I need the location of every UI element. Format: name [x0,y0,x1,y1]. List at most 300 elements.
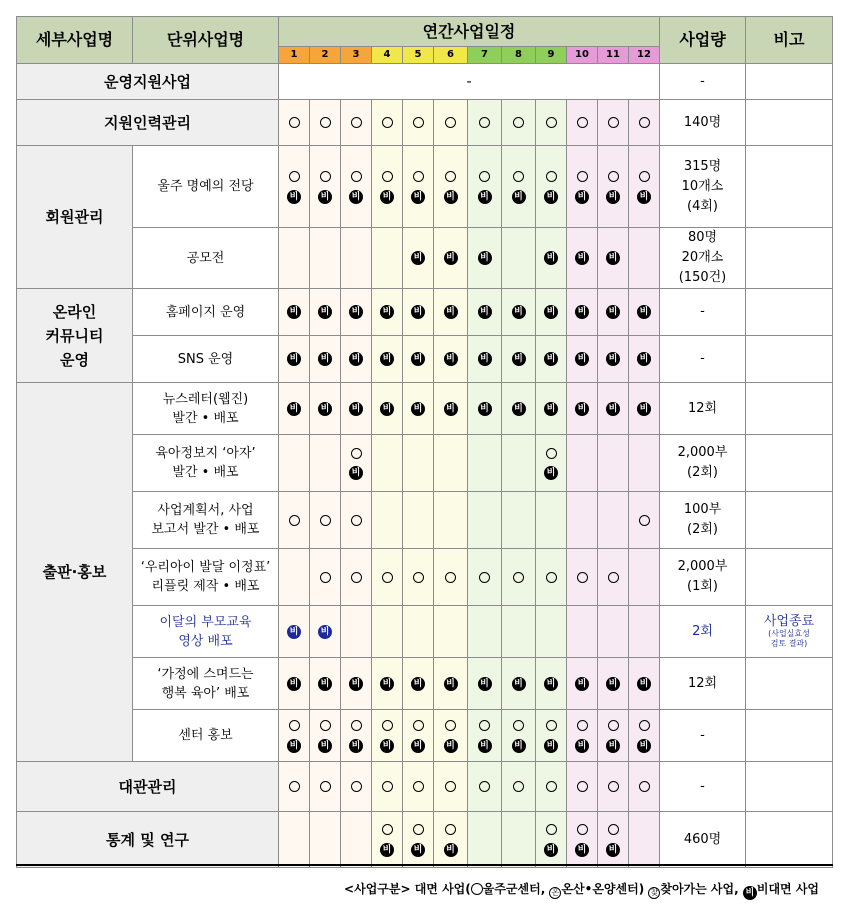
volume-cell: 12회 [660,383,746,435]
month-cell [629,606,660,658]
month-cell [279,289,310,336]
month-cell [434,710,468,762]
month-cell [341,658,372,710]
bi-badge-icon: 비 [544,190,558,204]
month-cell [468,100,502,146]
month-cell [629,492,660,549]
month-cell [502,762,536,812]
unit-name: ‘가정에 스며드는 행복 육아’ 배포 [133,658,279,710]
month-cell [598,100,629,146]
month-cell [502,146,536,228]
month-cell [434,435,468,492]
bi-badge-icon: 비 [512,677,526,691]
month-cell [310,549,341,606]
open-circle-icon [289,117,300,128]
open-circle-icon [546,117,557,128]
open-circle-icon [608,171,619,182]
bi-badge-icon: 비 [512,305,526,319]
bi-badge-icon: 비 [444,305,458,319]
note-cell [746,64,833,100]
month-cell [502,435,536,492]
table-row [17,64,833,100]
open-circle-icon [445,171,456,182]
bi-badge-icon: 비 [544,402,558,416]
volume-cell: - [660,762,746,812]
bi-badge-icon: 비 [606,402,620,416]
month-cell [502,383,536,435]
bi-badge-icon: 비 [349,190,363,204]
month-cell [567,228,598,289]
bi-badge-icon: 비 [318,402,332,416]
open-circle-icon [351,448,362,459]
unit-name: 이달의 부모교육 영상 배포 [133,606,279,658]
month-cell [372,289,403,336]
open-circle-icon [351,171,362,182]
month-cell [536,658,567,710]
note-main: 사업종료 [763,614,815,629]
month-cell [468,289,502,336]
month-cell [341,336,372,383]
month-cell [629,146,660,228]
month-cell [536,492,567,549]
visiting-circle-icon: 찾 [648,887,660,899]
note-cell [746,606,833,658]
month-header: 4 [372,47,403,64]
bi-badge-icon: 비 [287,352,301,366]
legend-b: 비대면 사업 [756,882,819,896]
month-cell [536,435,567,492]
month-cell [403,289,434,336]
month-cell [598,606,629,658]
open-circle-icon [639,720,650,731]
month-cell [567,549,598,606]
open-circle-icon [351,515,362,526]
table-row [17,492,833,549]
legend-c2: 온산•온양센터) [561,882,645,896]
note-cell [746,549,833,606]
bi-badge-icon: 비 [606,352,620,366]
month-cell [310,289,341,336]
bi-badge-icon: 비 [606,305,620,319]
open-circle-icon [513,171,524,182]
open-circle-icon [320,572,331,583]
open-circle-icon [413,171,424,182]
section-name: 대관관리 [17,762,279,812]
volume-cell: 2,000부 (2회) [660,435,746,492]
month-cell [310,383,341,435]
bi-badge-icon: 비 [637,739,651,753]
open-circle-icon [513,720,524,731]
month-cell [502,710,536,762]
month-cell [403,710,434,762]
table-row [17,289,833,336]
note-cell [746,383,833,435]
month-cell [536,228,567,289]
month-cell [502,100,536,146]
unit-name: 뉴스레터(웹진) 발간 • 배포 [133,383,279,435]
open-circle-icon [351,117,362,128]
month-cell [279,710,310,762]
month-cell [279,762,310,812]
bi-badge-icon: 비 [637,305,651,319]
bi-badge-icon: 비 [478,402,492,416]
month-cell [468,710,502,762]
unit-name: 사업계획서, 사업 보고서 발간 • 배포 [133,492,279,549]
bi-badge-icon: 비 [411,190,425,204]
bi-badge-icon: 비 [544,251,558,265]
table-row [17,383,833,435]
open-circle-icon [445,720,456,731]
bi-badge-icon: 비 [575,190,589,204]
bi-badge-icon: 비 [575,305,589,319]
open-circle-icon [513,117,524,128]
month-cell [502,228,536,289]
open-circle-icon [546,171,557,182]
header-note: 비고 [746,17,833,64]
month-header: 5 [403,47,434,64]
header-section: 세부사업명 [17,17,133,64]
table-row [17,228,833,289]
month-cell [468,762,502,812]
open-circle-icon [351,720,362,731]
month-cell [403,812,434,868]
bi-badge-icon: 비 [606,739,620,753]
month-cell [310,658,341,710]
month-cell [403,762,434,812]
open-circle-icon [639,781,650,792]
note-cell [746,710,833,762]
month-cell [536,100,567,146]
bi-badge-icon: 비 [606,251,620,265]
section-name: 온라인 커뮤니티 운영 [17,289,133,383]
bi-badge-icon: 비 [444,843,458,857]
month-cell [567,812,598,868]
month-cell [310,146,341,228]
month-cell [536,383,567,435]
month-cell [502,812,536,868]
month-cell [372,762,403,812]
open-circle-icon [382,720,393,731]
open-circle-icon [546,448,557,459]
month-cell [434,549,468,606]
month-cell [372,812,403,868]
month-header: 6 [434,47,468,64]
month-cell [310,606,341,658]
month-cell [341,228,372,289]
volume-cell: 2,000부 (1회) [660,549,746,606]
month-cell [536,549,567,606]
bi-badge-icon: 비 [512,190,526,204]
month-cell [598,435,629,492]
month-cell [279,812,310,868]
month-cell [279,383,310,435]
open-circle-icon [445,824,456,835]
unit-name: 울주 명예의 전당 [133,146,279,228]
bi-badge-icon: 비 [478,251,492,265]
month-cell [310,812,341,868]
open-circle-icon [608,824,619,835]
open-circle-icon [320,515,331,526]
bi-badge-icon: 비 [318,677,332,691]
month-cell [629,762,660,812]
open-circle-icon [289,171,300,182]
open-circle-icon [479,117,490,128]
month-cell [468,606,502,658]
bi-badge-icon: 비 [287,739,301,753]
bi-badge-icon: 비 [444,190,458,204]
month-cell [629,549,660,606]
open-circle-icon [382,824,393,835]
month-cell [372,710,403,762]
bi-badge-icon: 비 [606,843,620,857]
month-cell [629,812,660,868]
month-cell [403,228,434,289]
month-header: 8 [502,47,536,64]
bi-badge-icon: 비 [575,352,589,366]
month-cell [434,812,468,868]
month-cell [310,762,341,812]
bi-badge-icon: 비 [606,677,620,691]
month-header: 3 [341,47,372,64]
bi-badge-icon: 비 [478,739,492,753]
open-circle-icon [577,720,588,731]
open-circle-icon [289,781,300,792]
bi-badge-icon: 비 [380,677,394,691]
volume-cell: - [660,710,746,762]
table-row [17,549,833,606]
open-circle-icon [382,171,393,182]
month-cell [598,549,629,606]
month-cell [372,492,403,549]
open-circle-icon [320,781,331,792]
open-circle-icon [479,720,490,731]
month-cell [341,492,372,549]
month-cell [341,146,372,228]
open-circle-icon [320,720,331,731]
bi-badge-icon: 비 [575,251,589,265]
bi-badge-icon: 비 [544,466,558,480]
volume-cell: 2회 [660,606,746,658]
open-circle-icon [608,572,619,583]
month-cell [598,289,629,336]
table-row [17,710,833,762]
bi-badge-icon: 비 [544,677,558,691]
bi-badge-icon: 비 [478,305,492,319]
month-cell [310,228,341,289]
month-cell [567,146,598,228]
month-cell [341,606,372,658]
bi-badge-icon: 비 [606,190,620,204]
unit-name: SNS 운영 [133,336,279,383]
bi-badge-icon: 비 [544,739,558,753]
month-header: 7 [468,47,502,64]
bi-badge-icon: 비 [444,251,458,265]
month-cell [403,383,434,435]
month-cell [567,435,598,492]
bi-badge-icon: 비 [544,305,558,319]
volume-cell: 140명 [660,100,746,146]
open-circle-icon [546,781,557,792]
month-cell [279,146,310,228]
table-row [17,812,833,868]
note-cell [746,336,833,383]
month-cell [341,435,372,492]
schedule-span: - [279,64,660,100]
month-cell [279,549,310,606]
header-unit: 단위사업명 [133,17,279,64]
bi-badge-icon: 비 [478,677,492,691]
bi-badge-icon: 비 [380,402,394,416]
month-cell [341,289,372,336]
note-sub: (사업실효성 검토 결과) [768,629,810,648]
month-cell [598,710,629,762]
bi-badge-icon: 비 [318,739,332,753]
bi-badge-icon: 비 [318,305,332,319]
month-cell [502,492,536,549]
open-circle-icon [513,572,524,583]
month-cell [403,146,434,228]
section-name: 회원관리 [17,146,133,289]
bi-badge-icon: 비 [478,190,492,204]
month-cell [598,762,629,812]
month-cell [341,812,372,868]
open-circle-icon [382,117,393,128]
header-schedule: 연간사업일정 [279,17,660,47]
bi-badge-icon: 비 [349,352,363,366]
month-cell [536,710,567,762]
bi-badge-icon: 비 [512,352,526,366]
month-header: 1 [279,47,310,64]
bi-badge-icon: 비 [637,402,651,416]
bi-badge-icon: 비 [575,677,589,691]
note-cell [746,812,833,868]
note-cell [746,100,833,146]
month-cell [502,549,536,606]
open-circle-icon [608,781,619,792]
month-cell [629,383,660,435]
month-cell [502,606,536,658]
bi-badge-icon: 비 [287,402,301,416]
month-cell [372,383,403,435]
legend-c1: 울주군센터, [482,882,546,896]
open-circle-icon [479,572,490,583]
bi-badge-icon: 비 [637,677,651,691]
bi-badge-icon: 비 [478,352,492,366]
month-cell [468,549,502,606]
month-cell [279,606,310,658]
month-cell [629,228,660,289]
bi-badge-icon: 비 [349,739,363,753]
open-circle-icon [351,781,362,792]
table-row [17,336,833,383]
open-circle-icon [445,117,456,128]
volume-cell: - [660,64,746,100]
schedule-table [16,16,833,868]
month-cell [598,146,629,228]
month-cell [372,549,403,606]
bottom-rule [16,864,833,866]
note-cell [746,492,833,549]
month-cell [598,228,629,289]
note-cell [746,762,833,812]
bi-badge-icon: 비 [512,739,526,753]
bi-badge-icon: 비 [411,843,425,857]
bi-badge-icon: 비 [444,402,458,416]
table-row [17,100,833,146]
month-cell [279,658,310,710]
volume-cell: 80명 20개소 (150건) [660,228,746,289]
open-circle-icon [289,720,300,731]
month-cell [567,492,598,549]
month-cell [567,100,598,146]
month-cell [629,710,660,762]
unit-name: 센터 홍보 [133,710,279,762]
month-cell [434,606,468,658]
open-circle-icon [413,824,424,835]
unit-name: ‘우리아이 발달 이정표’ 리플릿 제작 • 배포 [133,549,279,606]
month-cell [372,146,403,228]
open-circle-icon [639,515,650,526]
table-row [17,435,833,492]
month-cell [403,606,434,658]
month-cell [567,289,598,336]
bi-badge-icon: 비 [287,305,301,319]
month-cell [279,228,310,289]
month-cell [598,658,629,710]
month-cell [434,762,468,812]
bi-badge-icon: 비 [287,190,301,204]
bi-badge-icon: 비 [637,190,651,204]
month-cell [403,435,434,492]
open-circle-icon [382,572,393,583]
bi-badge-icon: 비 [380,305,394,319]
month-cell [341,383,372,435]
open-circle-icon [445,781,456,792]
bi-badge-icon: 비 [544,352,558,366]
volume-cell: - [660,289,746,336]
month-cell [434,336,468,383]
month-cell [279,492,310,549]
open-circle-icon [577,572,588,583]
bi-badge-icon: 비 [444,677,458,691]
month-cell [468,812,502,868]
bi-badge-icon: 비 [575,843,589,857]
open-circle-icon [382,781,393,792]
bi-badge-icon: 비 [287,677,301,691]
open-circle-icon [289,515,300,526]
month-cell [341,100,372,146]
month-cell [372,336,403,383]
month-cell [372,100,403,146]
month-cell [279,100,310,146]
month-cell [434,100,468,146]
bi-badge-icon: 비 [380,352,394,366]
volume-cell: - [660,336,746,383]
bi-badge-icon: 비 [411,251,425,265]
month-cell [403,492,434,549]
month-cell [598,383,629,435]
bi-badge-icon: 비 [444,352,458,366]
bi-badge-icon: 비 [349,305,363,319]
month-cell [536,812,567,868]
month-cell [567,710,598,762]
bi-badge-icon: 비 [349,466,363,480]
open-circle-icon [639,171,650,182]
month-cell [468,383,502,435]
open-circle-icon [320,171,331,182]
bi-badge-icon: 비 [444,739,458,753]
month-cell [629,658,660,710]
